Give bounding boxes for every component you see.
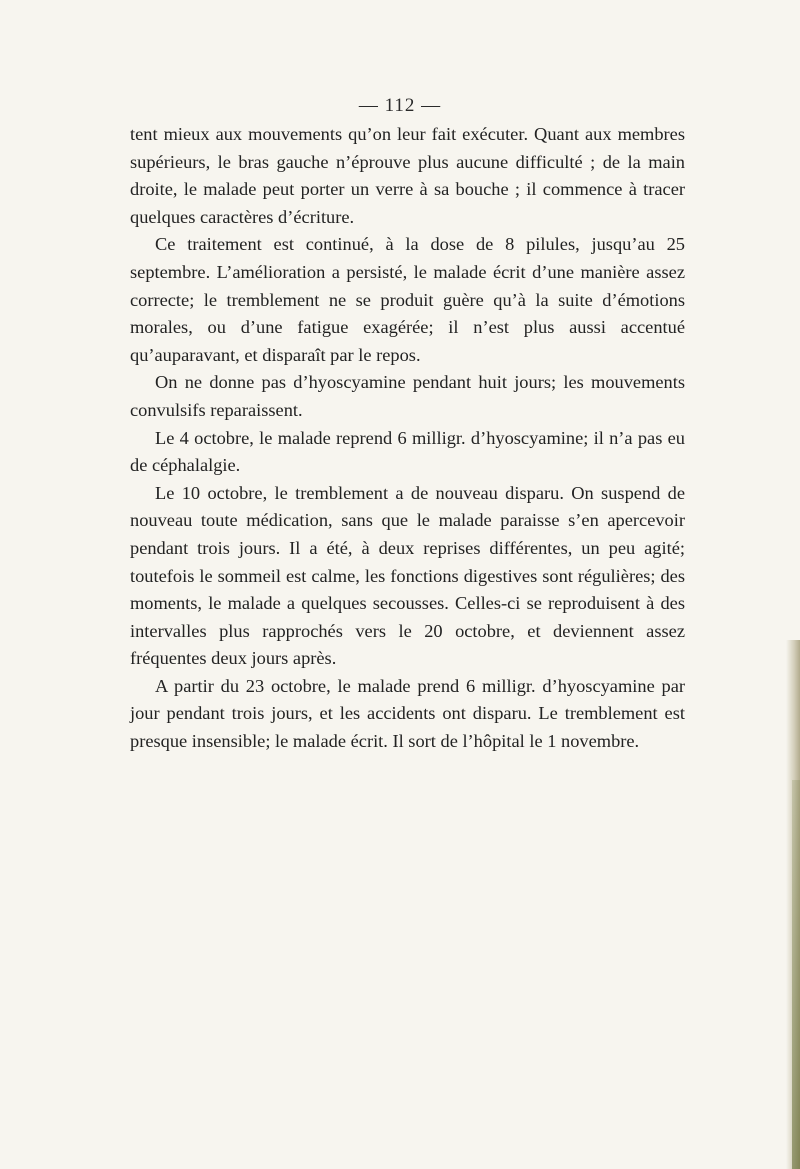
page-number: — 112 —	[358, 95, 442, 116]
body-text	[130, 121, 685, 756]
page-edge-stain	[792, 780, 800, 1169]
paragraph: Ce traitement est continué, à la dose de 8 pilules, jusqu’au 25 septembre. L’amélioration a persisté, le malade écrit d’une manière assez correcte; le tremblement ne se produit guère qu’à la suite d’émotions morales, ou d’une fatigue exagérée; il n’est plus aussi accentué qu’auparavant, et disparaît par le repos.	[130, 234, 685, 365]
paragraph: A partir du 23 octobre, le malade prend 6 milligr. d’hyoscyamine par jour pendant trois jours, et les accidents ont disparu. Le tremblement est presque insensible; le malade écrit. Il sort de l’hôpital le 1 novembre.	[130, 675, 685, 752]
paragraph: Le 4 octobre, le malade reprend 6 milligr. d’hyoscyamine; il n’a pas eu de céphalalgie.	[130, 427, 685, 476]
paragraph: Le 10 octobre, le tremblement a de nouveau disparu. On suspend de nouveau toute médication, sans que le malade paraisse s’en apercevoir pendant trois jours. Il a été, à deux reprises différentes, un peu agité; toutefois le sommeil est calme, les fonctions digestives sont régulières; des moments, le malade a quelques secousses. Celles-ci se reproduisent à des intervalles plus rapprochés vers le 20 octobre, et deviennent assez fréquentes deux jours après.	[130, 482, 685, 669]
paragraph: tent mieux aux mouvements qu’on leur fait exécuter. Quant aux membres supérieurs, le bras gauche n’éprouve plus aucune difficulté ; de la main droite, le malade peut porter un verre à sa bouche ; il commence à tracer quelques caractères d’écriture.	[130, 124, 685, 227]
paragraph: On ne donne pas d’hyoscyamine pendant huit jours; les mouvements convulsifs reparaissent.	[130, 372, 685, 420]
